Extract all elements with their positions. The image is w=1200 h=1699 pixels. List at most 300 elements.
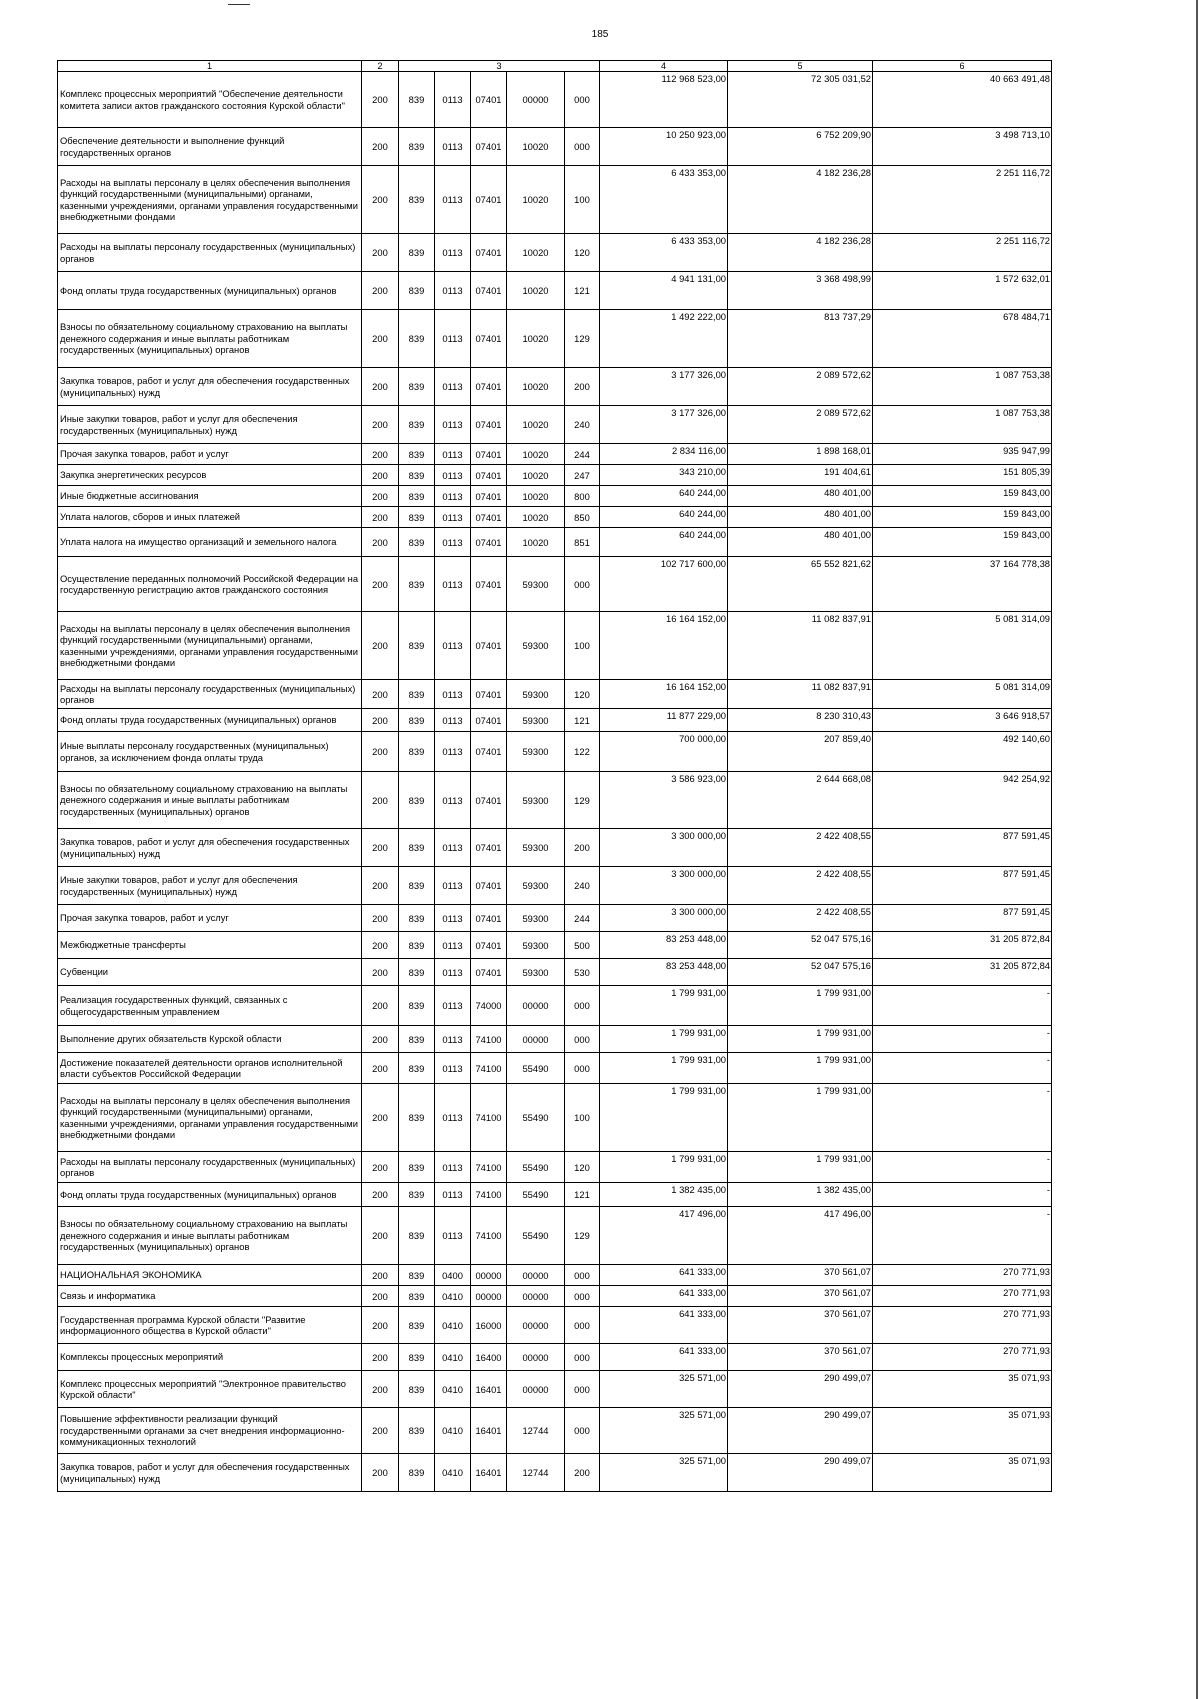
code-ministry: 839 — [399, 1084, 435, 1152]
code-ministry: 839 — [399, 986, 435, 1026]
expense-name: Уплата налогов, сборов и иных платежей — [58, 507, 362, 528]
code-section: 0113 — [435, 732, 471, 772]
amount-remaining: 1 087 753,38 — [873, 368, 1052, 406]
amount-approved: 3 300 000,00 — [600, 867, 728, 905]
code-section: 0113 — [435, 867, 471, 905]
amount-approved: 3 177 326,00 — [600, 368, 728, 406]
amount-remaining: 159 843,00 — [873, 528, 1052, 557]
amount-remaining: - — [873, 1084, 1052, 1152]
code-section: 0410 — [435, 1371, 471, 1408]
table-row — [58, 709, 1052, 732]
code-col2: 200 — [362, 368, 399, 406]
code-direction: 55490 — [507, 1084, 565, 1152]
code-program: 74100 — [471, 1026, 507, 1053]
code-program: 07401 — [471, 528, 507, 557]
code-ministry: 839 — [399, 867, 435, 905]
code-col2: 200 — [362, 1084, 399, 1152]
code-col2: 200 — [362, 234, 399, 272]
expense-name: Осуществление переданных полномочий Российской Федерации на государственную регистрацию актов гражданского состояния — [58, 557, 362, 612]
amount-remaining: 877 591,45 — [873, 867, 1052, 905]
amount-remaining: 2 251 116,72 — [873, 166, 1052, 234]
table-row — [58, 1207, 1052, 1265]
amount-remaining: - — [873, 986, 1052, 1026]
column-header-6: 6 — [873, 61, 1052, 72]
amount-approved: 3 586 923,00 — [600, 772, 728, 829]
amount-remaining: 5 081 314,09 — [873, 612, 1052, 680]
table-row — [58, 1286, 1052, 1307]
code-col2: 200 — [362, 986, 399, 1026]
code-section: 0113 — [435, 272, 471, 310]
expense-name: Взносы по обязательному социальному страхованию на выплаты денежного содержания и иные выплаты работникам государственных (муниципальных) органов — [58, 1207, 362, 1265]
code-expense-type: 121 — [565, 709, 600, 732]
amount-approved: 640 244,00 — [600, 507, 728, 528]
code-ministry: 839 — [399, 680, 435, 709]
expense-name: Закупка товаров, работ и услуг для обеспечения государственных (муниципальных) нужд — [58, 368, 362, 406]
amount-remaining: 2 251 116,72 — [873, 234, 1052, 272]
code-ministry: 839 — [399, 444, 435, 465]
code-ministry: 839 — [399, 72, 435, 128]
code-col2: 200 — [362, 166, 399, 234]
expense-name: Прочая закупка товаров, работ и услуг — [58, 444, 362, 465]
amount-executed: 1 799 931,00 — [728, 1026, 873, 1053]
code-expense-type: 121 — [565, 1183, 600, 1207]
amount-remaining: 37 164 778,38 — [873, 557, 1052, 612]
code-program: 07401 — [471, 272, 507, 310]
code-program: 07401 — [471, 732, 507, 772]
table-row — [58, 310, 1052, 368]
table-row — [58, 465, 1052, 486]
code-program: 07401 — [471, 72, 507, 128]
amount-executed: 480 401,00 — [728, 486, 873, 507]
code-ministry: 839 — [399, 1053, 435, 1084]
code-expense-type: 120 — [565, 1152, 600, 1183]
amount-approved: 325 571,00 — [600, 1371, 728, 1408]
code-section: 0410 — [435, 1286, 471, 1307]
amount-remaining: 1 572 632,01 — [873, 272, 1052, 310]
expense-name: Расходы на выплаты персоналу государственных (муниципальных) органов — [58, 234, 362, 272]
code-program: 07401 — [471, 128, 507, 166]
code-section: 0410 — [435, 1454, 471, 1492]
code-direction: 59300 — [507, 772, 565, 829]
amount-remaining: 31 205 872,84 — [873, 932, 1052, 959]
code-col2: 200 — [362, 465, 399, 486]
expense-name: Комплексы процессных мероприятий — [58, 1344, 362, 1371]
amount-remaining: 942 254,92 — [873, 772, 1052, 829]
code-direction: 10020 — [507, 234, 565, 272]
code-ministry: 839 — [399, 1307, 435, 1344]
code-ministry: 839 — [399, 234, 435, 272]
code-col2: 200 — [362, 272, 399, 310]
code-program: 07401 — [471, 680, 507, 709]
code-col2: 200 — [362, 528, 399, 557]
code-col2: 200 — [362, 1152, 399, 1183]
table-row — [58, 732, 1052, 772]
code-expense-type: 120 — [565, 680, 600, 709]
code-direction: 59300 — [507, 732, 565, 772]
table-row — [58, 166, 1052, 234]
code-program: 07401 — [471, 557, 507, 612]
code-program: 07401 — [471, 829, 507, 867]
table-row — [58, 959, 1052, 986]
table-row — [58, 829, 1052, 867]
amount-approved: 1 799 931,00 — [600, 1152, 728, 1183]
amount-remaining: - — [873, 1207, 1052, 1265]
amount-executed: 4 182 236,28 — [728, 234, 873, 272]
amount-approved: 640 244,00 — [600, 528, 728, 557]
code-ministry: 839 — [399, 1286, 435, 1307]
code-expense-type: 100 — [565, 612, 600, 680]
amount-approved: 6 433 353,00 — [600, 234, 728, 272]
amount-executed: 370 561,07 — [728, 1286, 873, 1307]
code-section: 0410 — [435, 1307, 471, 1344]
expense-name: Иные закупки товаров, работ и услуг для обеспечения государственных (муниципальных) нужд — [58, 867, 362, 905]
expense-name: Фонд оплаты труда государственных (муниципальных) органов — [58, 272, 362, 310]
code-col2: 200 — [362, 959, 399, 986]
code-ministry: 839 — [399, 310, 435, 368]
code-col2: 200 — [362, 772, 399, 829]
expense-name: Расходы на выплаты персоналу в целях обеспечения выполнения функций государственными (муниципальными) органами, казенными учреждениями, органами управления государственными внебюджетными фондами — [58, 1084, 362, 1152]
code-program: 16401 — [471, 1371, 507, 1408]
amount-remaining: 35 071,93 — [873, 1454, 1052, 1492]
code-expense-type: 000 — [565, 1408, 600, 1454]
table-row — [58, 905, 1052, 932]
table-row — [58, 772, 1052, 829]
code-section: 0113 — [435, 829, 471, 867]
amount-executed: 72 305 031,52 — [728, 72, 873, 128]
code-expense-type: 850 — [565, 507, 600, 528]
code-program: 07401 — [471, 166, 507, 234]
code-direction: 10020 — [507, 166, 565, 234]
expense-name: Иные бюджетные ассигнования — [58, 486, 362, 507]
table-row — [58, 1053, 1052, 1084]
code-direction: 59300 — [507, 612, 565, 680]
code-ministry: 839 — [399, 406, 435, 444]
code-direction: 55490 — [507, 1152, 565, 1183]
amount-remaining: 3 498 713,10 — [873, 128, 1052, 166]
code-ministry: 839 — [399, 1408, 435, 1454]
expense-name: Субвенции — [58, 959, 362, 986]
code-col2: 200 — [362, 867, 399, 905]
table-row — [58, 1265, 1052, 1286]
amount-remaining: 35 071,93 — [873, 1371, 1052, 1408]
amount-remaining: 159 843,00 — [873, 486, 1052, 507]
code-program: 00000 — [471, 1286, 507, 1307]
amount-remaining: 35 071,93 — [873, 1408, 1052, 1454]
expense-name: Взносы по обязательному социальному страхованию на выплаты денежного содержания и иные выплаты работникам государственных (муниципальных) органов — [58, 310, 362, 368]
amount-remaining: 1 087 753,38 — [873, 406, 1052, 444]
amount-approved: 4 941 131,00 — [600, 272, 728, 310]
code-expense-type: 100 — [565, 1084, 600, 1152]
code-direction: 59300 — [507, 709, 565, 732]
code-ministry: 839 — [399, 1265, 435, 1286]
code-section: 0113 — [435, 234, 471, 272]
code-expense-type: 247 — [565, 465, 600, 486]
table-row — [58, 486, 1052, 507]
amount-remaining: 270 771,93 — [873, 1344, 1052, 1371]
budget-execution-table — [57, 60, 1052, 1492]
amount-approved: 343 210,00 — [600, 465, 728, 486]
code-expense-type: 000 — [565, 986, 600, 1026]
table-row — [58, 557, 1052, 612]
amount-approved: 700 000,00 — [600, 732, 728, 772]
code-expense-type: 120 — [565, 234, 600, 272]
code-expense-type: 851 — [565, 528, 600, 557]
code-ministry: 839 — [399, 829, 435, 867]
table-row — [58, 680, 1052, 709]
code-direction: 59300 — [507, 959, 565, 986]
code-expense-type: 800 — [565, 486, 600, 507]
code-section: 0113 — [435, 680, 471, 709]
code-program: 74100 — [471, 1053, 507, 1084]
code-expense-type: 244 — [565, 444, 600, 465]
code-col2: 200 — [362, 1371, 399, 1408]
code-program: 07401 — [471, 612, 507, 680]
expense-name: Закупка товаров, работ и услуг для обеспечения государственных (муниципальных) нужд — [58, 829, 362, 867]
amount-executed: 2 089 572,62 — [728, 368, 873, 406]
amount-remaining: - — [873, 1053, 1052, 1084]
code-section: 0113 — [435, 406, 471, 444]
code-program: 07401 — [471, 959, 507, 986]
scan-edge — [1196, 0, 1198, 1699]
code-col2: 200 — [362, 1265, 399, 1286]
code-expense-type: 000 — [565, 1026, 600, 1053]
amount-approved: 1 799 931,00 — [600, 986, 728, 1026]
column-header-1: 1 — [58, 61, 362, 72]
code-program: 07401 — [471, 772, 507, 829]
amount-executed: 65 552 821,62 — [728, 557, 873, 612]
code-direction: 59300 — [507, 905, 565, 932]
table-row — [58, 1454, 1052, 1492]
amount-executed: 1 799 931,00 — [728, 986, 873, 1026]
expense-name: Иные закупки товаров, работ и услуг для обеспечения государственных (муниципальных) нужд — [58, 406, 362, 444]
code-section: 0113 — [435, 557, 471, 612]
table-row — [58, 72, 1052, 128]
amount-executed: 52 047 575,16 — [728, 932, 873, 959]
code-expense-type: 100 — [565, 166, 600, 234]
code-section: 0113 — [435, 166, 471, 234]
table-row — [58, 612, 1052, 680]
code-section: 0400 — [435, 1265, 471, 1286]
table-row — [58, 444, 1052, 465]
code-ministry: 839 — [399, 166, 435, 234]
amount-remaining: - — [873, 1026, 1052, 1053]
code-expense-type: 530 — [565, 959, 600, 986]
amount-executed: 207 859,40 — [728, 732, 873, 772]
code-program: 07401 — [471, 507, 507, 528]
code-direction: 00000 — [507, 1307, 565, 1344]
amount-approved: 16 164 152,00 — [600, 612, 728, 680]
code-program: 16401 — [471, 1454, 507, 1492]
table-row — [58, 1152, 1052, 1183]
code-direction: 59300 — [507, 829, 565, 867]
amount-approved: 11 877 229,00 — [600, 709, 728, 732]
code-section: 0113 — [435, 612, 471, 680]
amount-executed: 813 737,29 — [728, 310, 873, 368]
expense-name: Достижение показателей деятельности органов исполнительной власти субъектов Российской Федерации — [58, 1053, 362, 1084]
code-section: 0113 — [435, 486, 471, 507]
amount-remaining: 678 484,71 — [873, 310, 1052, 368]
amount-executed: 2 089 572,62 — [728, 406, 873, 444]
code-program: 74100 — [471, 1207, 507, 1265]
code-section: 0113 — [435, 959, 471, 986]
expense-name: Взносы по обязательному социальному страхованию на выплаты денежного содержания и иные выплаты работникам государственных (муниципальных) органов — [58, 772, 362, 829]
code-direction: 10020 — [507, 444, 565, 465]
code-ministry: 839 — [399, 772, 435, 829]
code-expense-type: 240 — [565, 867, 600, 905]
expense-name: Фонд оплаты труда государственных (муниципальных) органов — [58, 1183, 362, 1207]
amount-approved: 83 253 448,00 — [600, 959, 728, 986]
table-row — [58, 1183, 1052, 1207]
code-col2: 200 — [362, 1053, 399, 1084]
expense-name: Иные выплаты персоналу государственных (муниципальных) органов, за исключением фонда оплаты труда — [58, 732, 362, 772]
code-col2: 200 — [362, 72, 399, 128]
code-direction: 10020 — [507, 406, 565, 444]
code-section: 0113 — [435, 905, 471, 932]
amount-executed: 2 422 408,55 — [728, 905, 873, 932]
column-header-3: 3 — [399, 61, 600, 72]
code-program: 07401 — [471, 465, 507, 486]
amount-executed: 370 561,07 — [728, 1344, 873, 1371]
code-expense-type: 000 — [565, 128, 600, 166]
code-program: 16000 — [471, 1307, 507, 1344]
amount-executed: 417 496,00 — [728, 1207, 873, 1265]
code-direction: 00000 — [507, 1344, 565, 1371]
code-section: 0113 — [435, 1152, 471, 1183]
amount-approved: 1 382 435,00 — [600, 1183, 728, 1207]
code-program: 16400 — [471, 1344, 507, 1371]
code-col2: 200 — [362, 1207, 399, 1265]
code-col2: 200 — [362, 1408, 399, 1454]
code-direction: 00000 — [507, 986, 565, 1026]
amount-remaining: 270 771,93 — [873, 1265, 1052, 1286]
code-direction: 10020 — [507, 486, 565, 507]
code-expense-type: 200 — [565, 1454, 600, 1492]
amount-executed: 4 182 236,28 — [728, 166, 873, 234]
code-col2: 200 — [362, 507, 399, 528]
code-section: 0113 — [435, 1026, 471, 1053]
code-expense-type: 000 — [565, 1286, 600, 1307]
code-direction: 59300 — [507, 680, 565, 709]
code-expense-type: 500 — [565, 932, 600, 959]
code-section: 0410 — [435, 1408, 471, 1454]
code-program: 74100 — [471, 1152, 507, 1183]
table-row — [58, 1344, 1052, 1371]
code-program: 07401 — [471, 234, 507, 272]
code-ministry: 839 — [399, 932, 435, 959]
code-ministry: 839 — [399, 465, 435, 486]
code-col2: 200 — [362, 310, 399, 368]
code-ministry: 839 — [399, 905, 435, 932]
table-row — [58, 128, 1052, 166]
amount-remaining: 877 591,45 — [873, 829, 1052, 867]
table-row — [58, 368, 1052, 406]
code-direction: 00000 — [507, 1265, 565, 1286]
code-ministry: 839 — [399, 1026, 435, 1053]
amount-approved: 641 333,00 — [600, 1286, 728, 1307]
code-section: 0113 — [435, 986, 471, 1026]
code-program: 07401 — [471, 310, 507, 368]
amount-approved: 3 300 000,00 — [600, 905, 728, 932]
code-col2: 200 — [362, 1286, 399, 1307]
code-ministry: 839 — [399, 368, 435, 406]
table-row — [58, 234, 1052, 272]
amount-executed: 370 561,07 — [728, 1307, 873, 1344]
code-program: 07401 — [471, 444, 507, 465]
code-col2: 200 — [362, 829, 399, 867]
code-section: 0113 — [435, 528, 471, 557]
code-col2: 200 — [362, 128, 399, 166]
amount-approved: 417 496,00 — [600, 1207, 728, 1265]
code-direction: 00000 — [507, 72, 565, 128]
code-section: 0113 — [435, 128, 471, 166]
expense-name: Повышение эффективности реализации функций государственными органами за счет внедрения информационно-коммуникационных технологий — [58, 1408, 362, 1454]
code-program: 07401 — [471, 867, 507, 905]
amount-approved: 16 164 152,00 — [600, 680, 728, 709]
amount-approved: 640 244,00 — [600, 486, 728, 507]
code-ministry: 839 — [399, 557, 435, 612]
amount-remaining: 159 843,00 — [873, 507, 1052, 528]
column-header-5: 5 — [728, 61, 873, 72]
amount-remaining: 40 663 491,48 — [873, 72, 1052, 128]
page-number: 185 — [591, 29, 609, 40]
code-section: 0113 — [435, 444, 471, 465]
code-section: 0113 — [435, 1084, 471, 1152]
code-section: 0113 — [435, 1183, 471, 1207]
code-expense-type: 000 — [565, 557, 600, 612]
table-row — [58, 867, 1052, 905]
amount-executed: 8 230 310,43 — [728, 709, 873, 732]
amount-executed: 290 499,07 — [728, 1454, 873, 1492]
amount-executed: 290 499,07 — [728, 1371, 873, 1408]
code-section: 0113 — [435, 310, 471, 368]
expense-name: Расходы на выплаты персоналу государственных (муниципальных) органов — [58, 680, 362, 709]
code-expense-type: 000 — [565, 1265, 600, 1286]
table-row — [58, 1408, 1052, 1454]
code-direction: 59300 — [507, 932, 565, 959]
code-expense-type: 000 — [565, 72, 600, 128]
code-ministry: 839 — [399, 128, 435, 166]
expense-name: Связь и информатика — [58, 1286, 362, 1307]
code-section: 0113 — [435, 709, 471, 732]
code-expense-type: 122 — [565, 732, 600, 772]
code-direction: 55490 — [507, 1207, 565, 1265]
amount-executed: 2 422 408,55 — [728, 867, 873, 905]
code-expense-type: 000 — [565, 1053, 600, 1084]
code-col2: 200 — [362, 612, 399, 680]
amount-remaining: - — [873, 1183, 1052, 1207]
amount-approved: 112 968 523,00 — [600, 72, 728, 128]
amount-executed: 1 898 168,01 — [728, 444, 873, 465]
expense-name: Межбюджетные трансферты — [58, 932, 362, 959]
expense-name: Закупка товаров, работ и услуг для обеспечения государственных (муниципальных) нужд — [58, 1454, 362, 1492]
amount-approved: 641 333,00 — [600, 1307, 728, 1344]
amount-executed: 1 382 435,00 — [728, 1183, 873, 1207]
code-section: 0113 — [435, 932, 471, 959]
code-expense-type: 121 — [565, 272, 600, 310]
code-expense-type: 129 — [565, 1207, 600, 1265]
table-row — [58, 1084, 1052, 1152]
table-row — [58, 1026, 1052, 1053]
amount-approved: 641 333,00 — [600, 1344, 728, 1371]
expense-name: Государственная программа Курской области "Развитие информационного общества в Курской области" — [58, 1307, 362, 1344]
code-program: 07401 — [471, 406, 507, 444]
code-ministry: 839 — [399, 959, 435, 986]
amount-executed: 480 401,00 — [728, 528, 873, 557]
code-ministry: 839 — [399, 486, 435, 507]
amount-remaining: 877 591,45 — [873, 905, 1052, 932]
code-program: 07401 — [471, 709, 507, 732]
amount-executed: 1 799 931,00 — [728, 1053, 873, 1084]
